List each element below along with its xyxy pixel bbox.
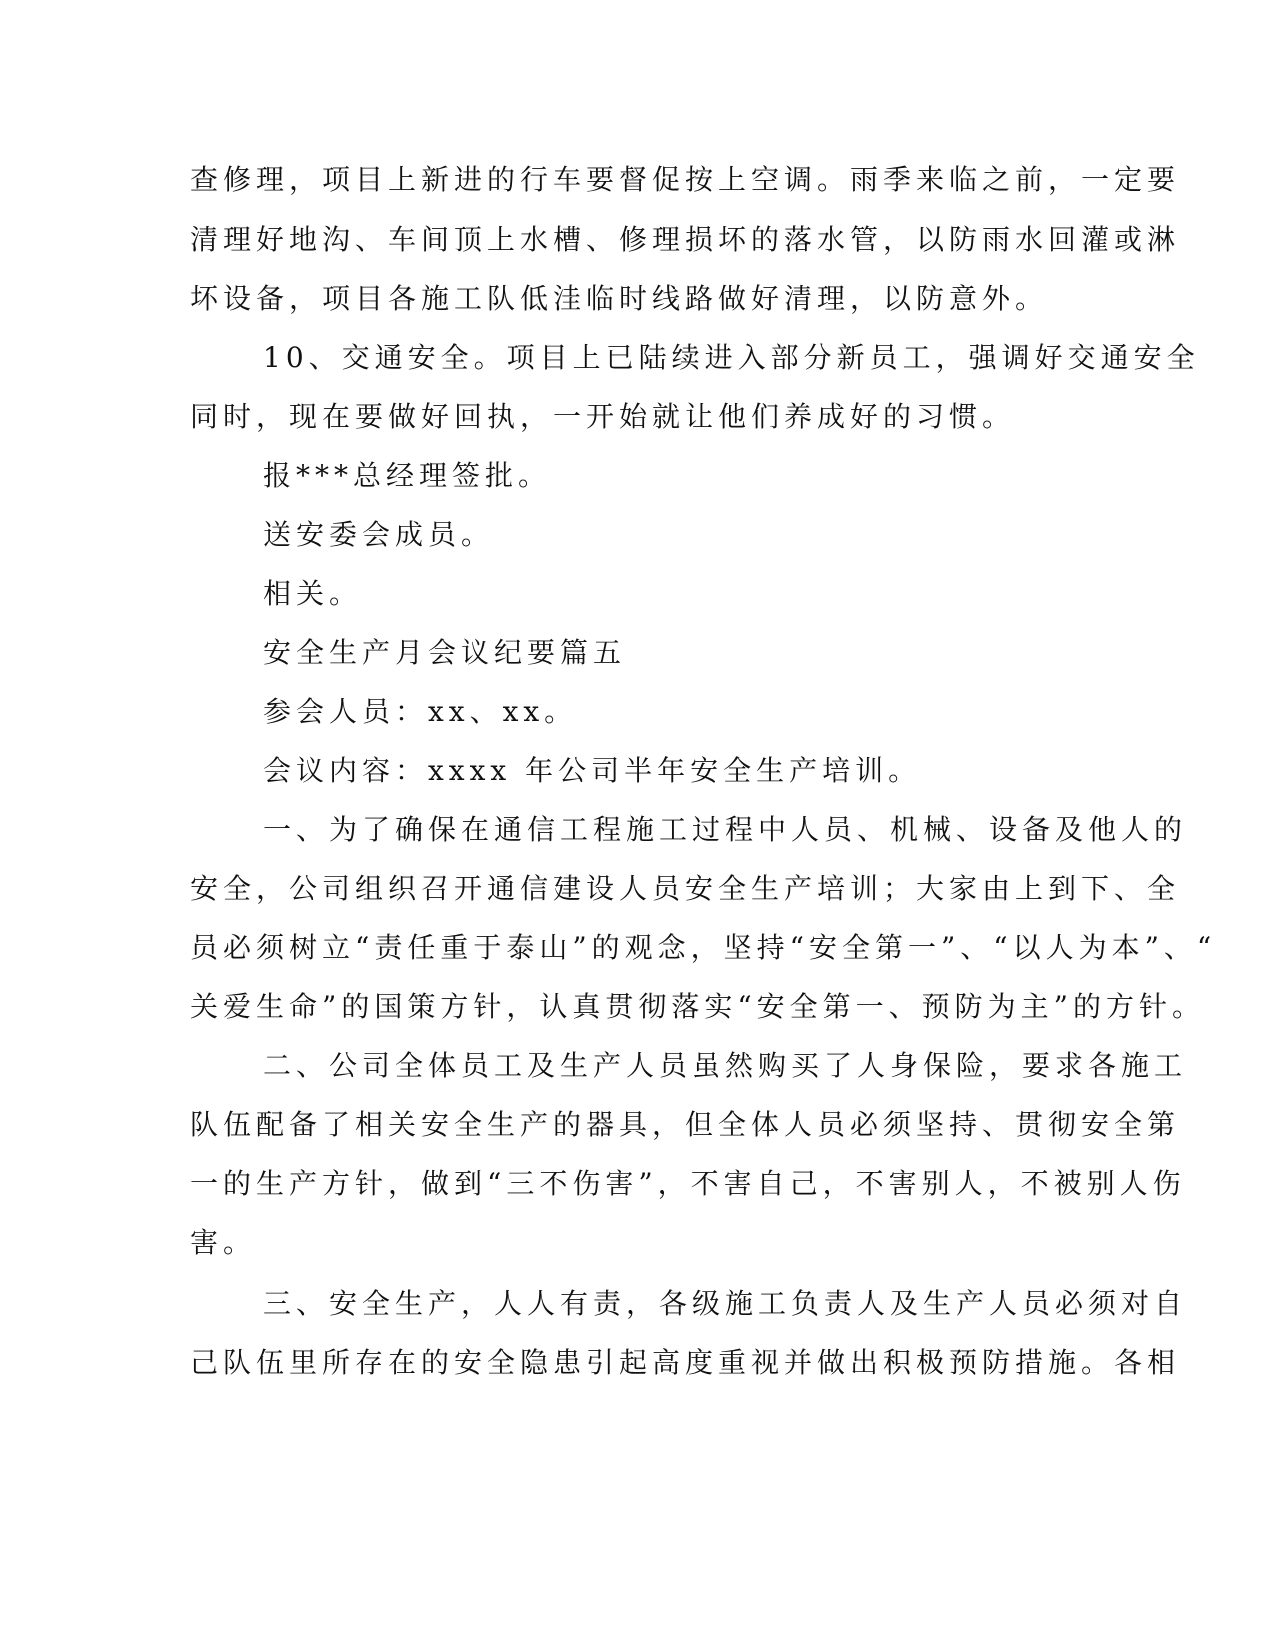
text-line: 队伍配备了相关安全生产的器具，但全体人员必须坚持、贯彻安全第 xyxy=(190,1108,1181,1141)
text-line: 二、公司全体员工及生产人员虽然购买了人身保险，要求各施工 xyxy=(263,1049,1188,1082)
text-line: 清理好地沟、车间顶上水槽、修理损坏的落水管，以防雨水回灌或淋 xyxy=(190,223,1181,256)
text-line: 员必须树立“责任重于泰山”的观念，坚持“安全第一”、“以人为本”、“ xyxy=(190,931,1217,964)
text-line: 同时，现在要做好回执，一开始就让他们养成好的习惯。 xyxy=(190,400,1016,433)
text-line: 报***总经理签批。 xyxy=(263,459,552,492)
text-line: 关爱生命”的国策方针，认真贯彻落实“安全第一、预防为主”的方针。 xyxy=(190,990,1205,1023)
text-line: 一的生产方针，做到“三不伤害”，不害自己，不害别人，不被别人伤 xyxy=(190,1167,1186,1200)
text-line: 参会人员：xx、xx。 xyxy=(263,695,578,728)
text-line: 害。 xyxy=(190,1226,257,1259)
text-line: 三、安全生产，人人有责，各级施工负责人及生产人员必须对自 xyxy=(263,1287,1188,1320)
text-line: 安全，公司组织召开通信建设人员安全生产培训；大家由上到下、全 xyxy=(190,872,1181,905)
text-line: 一、为了确保在通信工程施工过程中人员、机械、设备及他人的 xyxy=(263,813,1188,846)
text-line: 10、交通安全。项目上已陆续进入部分新员工，强调好交通安全 xyxy=(263,341,1200,374)
text-line: 送安委会成员。 xyxy=(263,518,495,551)
text-line: 相关。 xyxy=(263,577,363,610)
text-line: 坏设备，项目各施工队低洼临时线路做好清理，以防意外。 xyxy=(190,282,1049,315)
text-line: 己队伍里所存在的安全隐患引起高度重视并做出积极预防措施。各相 xyxy=(190,1346,1181,1379)
section-heading: 安全生产月会议纪要篇五 xyxy=(263,636,627,669)
text-line: 会议内容：xxxx 年公司半年安全生产培训。 xyxy=(263,754,922,787)
text-line: 查修理，项目上新进的行车要督促按上空调。雨季来临之前，一定要 xyxy=(190,163,1181,196)
